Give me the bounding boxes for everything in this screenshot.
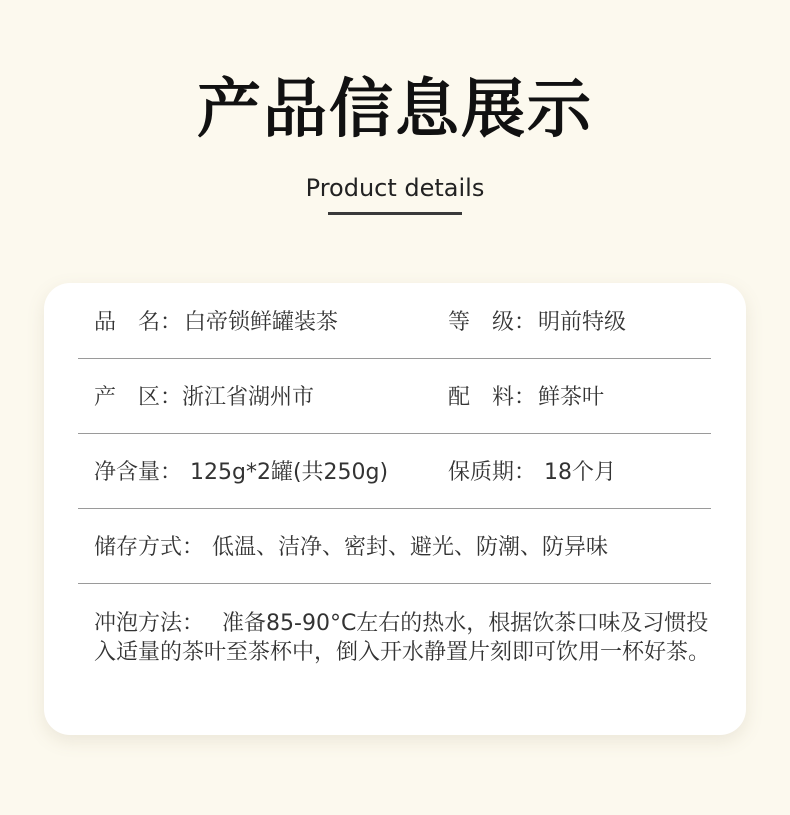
brewing-label: 冲泡方法：	[94, 611, 205, 636]
net-content-value: 125g*2罐(共250g)	[190, 460, 389, 485]
brewing-value: 准备85-90°C左右的热水，根据饮茶口味及习惯投入适量的茶叶至茶杯中，倒入开水静置片刻即可饮用一杯好茶。	[94, 611, 711, 665]
net-content-field	[94, 433, 388, 508]
grade-field	[448, 283, 626, 358]
grade-label: 等 级：	[448, 310, 537, 335]
shelf-life-value: 18个月	[544, 460, 617, 485]
page-subtitle: Product details	[305, 174, 485, 202]
origin-label: 产 区：	[94, 385, 183, 410]
details-row	[78, 358, 711, 434]
origin-field	[94, 358, 314, 433]
ingredients-label: 配 料：	[448, 385, 537, 410]
product-name-label: 品 名：	[94, 310, 183, 335]
shelf-life-label: 保质期：	[448, 460, 537, 485]
product-name-value: 白帝锁鲜罐装茶	[184, 310, 339, 335]
details-row	[78, 433, 711, 509]
product-name-field	[94, 283, 338, 358]
grade-value: 明前特级	[538, 310, 627, 335]
subtitle-underline	[328, 212, 462, 215]
ingredients-value: 鲜茶叶	[538, 385, 605, 410]
storage-field	[94, 508, 608, 583]
ingredients-field	[448, 358, 604, 433]
product-details-card	[44, 283, 746, 735]
shelf-life-field	[448, 433, 616, 508]
brewing-method	[94, 609, 714, 667]
page-title: 产品信息展示	[197, 73, 593, 147]
storage-value: 低温、洁净、密封、避光、防潮、防异味	[212, 535, 609, 560]
net-content-label: 净含量：	[94, 460, 183, 485]
storage-label: 储存方式：	[94, 535, 205, 560]
details-row	[78, 283, 711, 359]
details-row	[78, 508, 711, 584]
origin-value: 浙江省湖州市	[182, 385, 315, 410]
